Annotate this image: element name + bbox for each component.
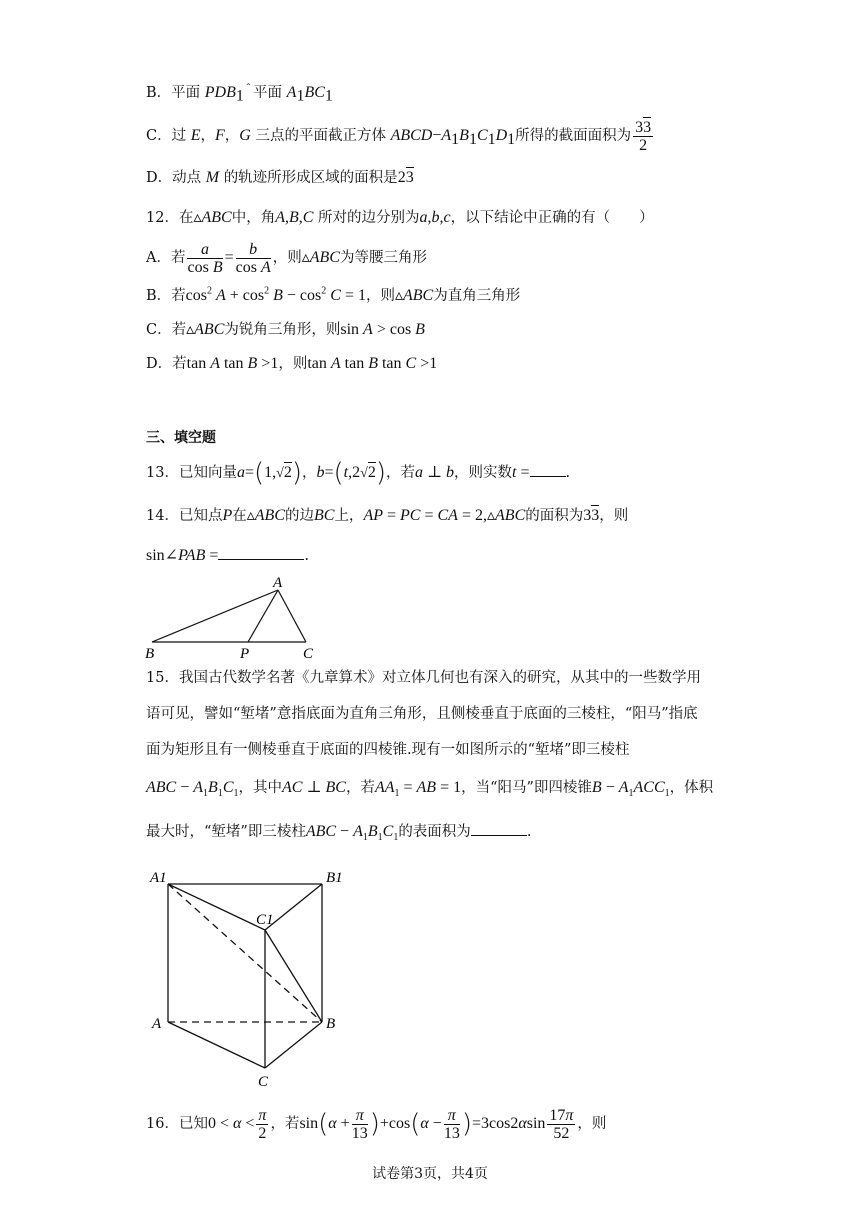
text: ，则 xyxy=(577,1116,607,1132)
text: B．平面 xyxy=(146,84,201,101)
q15-line5: 最大时，“堑堵”即三棱柱ABC − $A_1B_1C_1$的表面积为 . xyxy=(146,823,532,844)
text: 中，角 xyxy=(231,210,276,226)
q11-option-c: C．过 E，F，G 三点的平面截正方体 $ABCD-A_1B_1C_1D_1$所得的截面面积为 $\frac{33}{2}$ xyxy=(146,118,652,154)
text: ，则 xyxy=(272,250,302,266)
q12-option-b: B．若$\cos^2 A + \cos^2 B - \cos^2 C = 1$，则▵ABC为直角三角形 xyxy=(146,285,521,304)
q15-line3: 面为矩形且有一侧棱垂直于底面的四棱锥.现有一如图所示的“堑堵”即三棱柱 xyxy=(146,742,630,758)
text: C．过 xyxy=(146,128,187,144)
text: ，则 xyxy=(278,356,308,372)
q14-line1: 14．已知点P在▵ABC的边BC上，AP = PC = CA = 2,▵ABC的面积为33，则 xyxy=(146,507,629,524)
text: . xyxy=(565,465,571,481)
text: ，则实数 xyxy=(454,465,513,481)
text: ，则 xyxy=(365,288,395,304)
text: 14．已知点 xyxy=(146,508,223,524)
triangle-figure xyxy=(140,574,330,660)
text: A．若 xyxy=(146,250,186,266)
line-ba xyxy=(152,590,278,642)
q14-line2: sin∠PAB = . xyxy=(146,547,309,564)
q12-option-c: C．若▵ABC为锐角三角形，则sin A > cos B xyxy=(146,321,425,338)
q11-option-d: D．动点 M 的轨迹所形成区域的面积是23 xyxy=(146,169,414,186)
text: 的表面积为 xyxy=(398,824,471,840)
text: 所对的边分别为 xyxy=(318,210,420,226)
edge-cb xyxy=(265,1022,322,1068)
text: 为直角三角形 xyxy=(433,288,521,304)
q12-stem: 12．在▵ABC中，角A,B,C 所对的边分别为a,b,c，以下结论中正确的有（ ） xyxy=(146,209,654,226)
text: ，若 xyxy=(385,465,415,481)
text: ，其中 xyxy=(238,780,282,796)
q12-option-a: A．若 $\frac{a}{\text{cos B}}$ = $\frac{b}{\text{cos A}}$ ，则▵ABC为等腰三角形 xyxy=(146,240,427,276)
text: 的边 xyxy=(284,508,314,524)
q15-line4: ABC − $A_1B_1C_1$，其中AC ⊥ BC，若$AA_1$ = AB = 1，当“阳马”即四棱锥$B - A_1ACC_1$，体积 xyxy=(146,779,714,800)
label-b: B xyxy=(145,646,155,660)
page-footer: 试卷第3页，共4页 xyxy=(372,1166,488,1182)
text: 在 xyxy=(232,508,247,524)
text: 最大时，“堑堵”即三棱柱 xyxy=(146,824,306,840)
label-b: B xyxy=(326,1016,336,1032)
edge-c1b1 xyxy=(265,884,322,930)
text: ，当“阳马”即四棱锥 xyxy=(461,780,592,796)
text: 的面积为 xyxy=(525,508,584,524)
label-a: A xyxy=(152,1016,162,1032)
text: 16．已知 xyxy=(146,1116,208,1132)
text: D．动点 xyxy=(146,170,202,186)
prism-figure xyxy=(140,862,360,1094)
label-a1: A1 xyxy=(150,870,167,886)
edge-a1b-dashed xyxy=(168,884,322,1022)
q11-option-b: B．平面 $PDB_1$ $^ˆ$ 平面 $A_1BC_1$ xyxy=(146,82,333,105)
label-c: C xyxy=(303,646,314,660)
text: 上， xyxy=(334,508,364,524)
text: 的轨迹所形成区域的面积是 xyxy=(223,170,398,186)
text: 12．在 xyxy=(146,210,194,226)
edge-c1b xyxy=(265,930,322,1022)
text: 平面 xyxy=(253,84,283,101)
text: 为锐角三角形，则 xyxy=(224,322,341,338)
text: ，则 xyxy=(599,508,629,524)
label-p: P xyxy=(240,646,250,660)
text: 13．已知向量 xyxy=(146,465,237,481)
q13: 13．已知向量a=(1,√2)，b=(t,2√2)，若a ⊥ b，则实数t = . xyxy=(146,458,571,488)
q15-line2: 语可见，譬如“堑堵”意指底面为直角三角形，且侧棱垂直于底面的三棱柱，“阳马”指底 xyxy=(146,706,698,722)
q15-line1: 15．我国古代数学名著《九章算术》对立体几何也有深入的研究，从其中的一些数学用 xyxy=(146,670,701,686)
text: ，若 xyxy=(345,780,375,796)
text: . xyxy=(526,824,532,840)
text: D．若 xyxy=(146,356,187,372)
section-heading: 三、填空题 xyxy=(146,430,216,446)
text: ，以下结论中正确的有（ ） xyxy=(450,210,654,226)
text: B．若 xyxy=(146,288,186,304)
label-a: A xyxy=(273,575,283,591)
edge-ac xyxy=(168,1022,265,1068)
text: 为等腰三角形 xyxy=(339,250,427,266)
label-b1: B1 xyxy=(326,870,343,886)
label-c1: C1 xyxy=(256,912,274,928)
text: . xyxy=(304,548,309,564)
line-ap xyxy=(248,590,278,642)
text: ，体积 xyxy=(669,780,714,796)
line-ac xyxy=(278,590,306,642)
q12-option-d: D．若tan A tan B >1，则tan A tan B tan C >1 xyxy=(146,355,438,372)
text: ，若 xyxy=(270,1116,300,1132)
label-c: C xyxy=(258,1074,269,1090)
text: C．若 xyxy=(146,322,187,338)
text: 所得的截面面积为 xyxy=(515,128,632,144)
text: 三点的平面截正方体 xyxy=(255,128,386,144)
edge-a1c1 xyxy=(168,884,265,930)
q16: 16．已知0 < α < $\frac{\pi}{2}$ ，若sin(α + $\frac{\pi}{13}$ )+cos(α − $\frac{\pi}{13}$ )=3cos2αsin $\frac{17\pi}{52}$ ，则 xyxy=(146,1106,607,1142)
